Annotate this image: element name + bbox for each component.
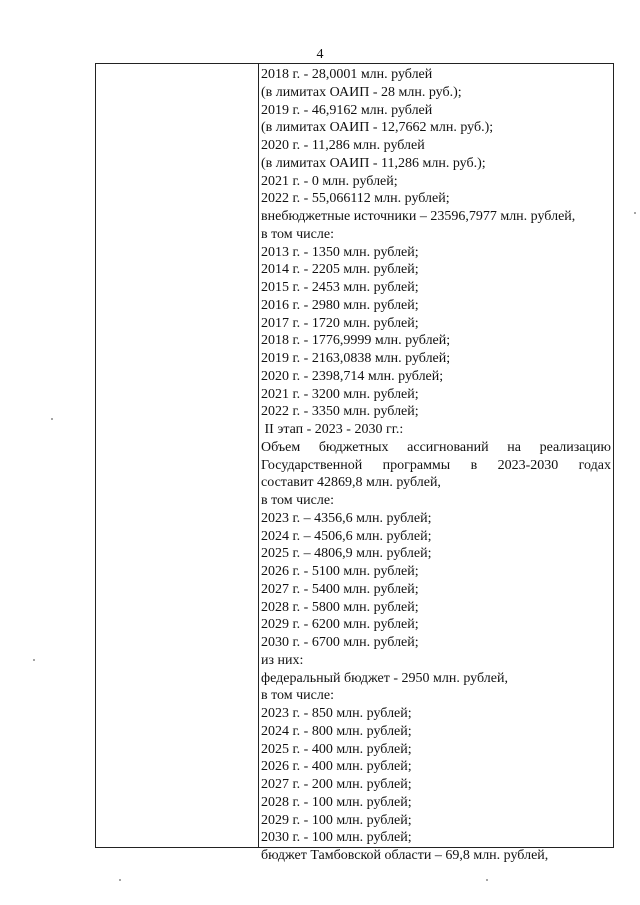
text-line: 2030 г. - 6700 млн. рублей; [261,635,419,650]
text-line: 2019 г. - 2163,0838 млн. рублей; [261,351,451,366]
text-line: 2026 г. - 400 млн. рублей; [261,759,412,775]
text-line: составит 42869,8 млн. рублей, [261,475,441,491]
stage-heading: II этап - 2023 - 2030 гг.: [261,422,404,437]
text-line: 2027 г. - 5400 млн. рублей; [261,581,419,597]
table-right-column [261,66,611,865]
scan-speck [33,659,35,661]
text-line: 2026 г. - 5100 млн. рублей; [261,564,419,579]
text-line: 2023 г. - 850 млн. рублей; [261,706,412,721]
text-line: 2028 г. - 100 млн. рублей; [261,794,412,810]
text-line: 2024 г. – 4506,6 млн. рублей; [261,528,432,544]
word: на [507,439,521,455]
word: 2023-2030 [497,457,559,473]
text-line: 2022 г. - 3350 млн. рублей; [261,404,419,420]
scan-speck [634,212,636,214]
table-left-column [96,64,258,847]
text-line: 2025 г. – 4806,9 млн. рублей; [261,546,432,562]
text-line: 2021 г. - 0 млн. рублей; [261,173,398,189]
text-line: из них: [261,652,304,668]
scan-speck [119,879,121,881]
text-line: 2019 г. - 46,9162 млн. рублей [261,102,433,118]
text-line: 2022 г. - 55,066112 млн. рублей; [261,191,450,207]
text-line: 2029 г. - 6200 млн. рублей; [261,617,419,633]
document-table [95,63,614,863]
text-line: 2013 г. - 1350 млн. рублей; [261,244,419,260]
text-line: 2021 г. - 3200 млн. рублей; [261,386,419,402]
word: Объем [261,439,301,455]
text-line: 2015 г. - 2453 млн. рублей; [261,280,419,295]
word: реализацию [539,439,611,455]
text-line: в том числе: [261,226,334,242]
word: в [470,457,478,473]
text-line: 2023 г. – 4356,6 млн. рублей; [261,510,432,526]
text-line: 2016 г. - 2980 млн. рублей; [261,297,419,313]
text-line: в том числе: [261,493,334,508]
text-line: внебюджетные источники – 23596,7977 млн. рублей, [261,209,576,224]
text-line: 2029 г. - 100 млн. рублей; [261,812,412,828]
text-line: (в лимитах ОАИП - 28 млн. руб.); [261,84,462,100]
text-line: 2017 г. - 1720 млн. рублей; [261,315,419,331]
text-line: (в лимитах ОАИП - 12,7662 млн. руб.); [261,120,494,136]
scan-speck [486,879,488,881]
text-line: бюджет Тамбовской области – 69,8 млн. рублей, [261,848,549,863]
text-line: 2020 г. - 11,286 млн. рублей [261,138,425,153]
word: программы [382,457,451,473]
scan-speck [51,418,53,420]
word: ассигнований [407,439,489,455]
word: годах [578,457,611,473]
text-line: в том числе: [261,688,334,704]
text-line: 2024 г. - 800 млн. рублей; [261,723,412,739]
text-line: 2027 г. - 200 млн. рублей; [261,777,412,792]
page-number: 4 [316,47,324,62]
text-line: 2025 г. - 400 млн. рублей; [261,741,412,757]
justified-line [261,439,611,457]
text-line: 2018 г. - 28,0001 млн. рублей [261,67,433,82]
text-line: федеральный бюджет - 2950 млн. рублей, [261,670,508,686]
text-line: 2030 г. - 100 млн. рублей; [261,830,412,846]
text-line: 2018 г. - 1776,9999 млн. рублей; [261,333,451,349]
text-line: 2028 г. - 5800 млн. рублей; [261,599,419,615]
text-line: 2014 г. - 2205 млн. рублей; [261,262,419,278]
word: Государственной [261,457,363,473]
column-divider [258,64,259,847]
text-line: (в лимитах ОАИП - 11,286 млн. руб.); [261,155,486,171]
justified-line [261,457,611,475]
word: бюджетных [318,439,389,455]
text-line: 2020 г. - 2398,714 млн. рублей; [261,368,444,384]
